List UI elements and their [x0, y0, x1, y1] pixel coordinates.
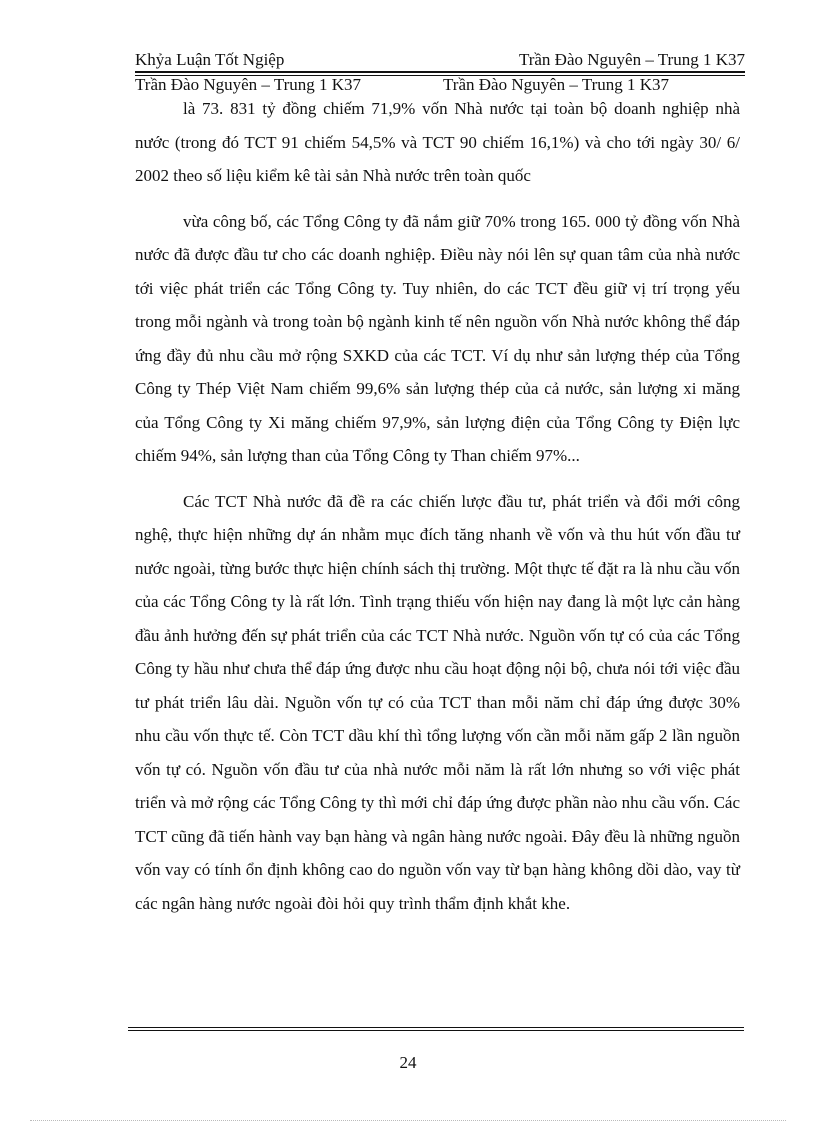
paragraph-2: vừa công bố, các Tổng Công ty đã nắm giữ 70% trong 165. 000 tỷ đồng vốn Nhà nước đã được đầu tư cho các doanh nghiệp. Điều này nói lên sự quan tâm của nhà nước tới việc phát triển các Tổng Công ty. Tuy nhiên, do các TCT đều giữ vị trí trọng yếu trong mỗi ngành và trong toàn bộ ngành kinh tế nên nguồn vốn Nhà nước không thể đáp ứng đầy đủ nhu cầu mở rộng SXKD của các TCT. Ví dụ như sản lượng thép của Tổng Công ty Thép Việt Nam chiếm 99,6% sản lượng thép của cả nước, sản lượng xi măng của Tổng Công ty Xi măng chiếm 97,9%, sản lượng điện của Tổng Công ty Điện lực chiếm 94%, sản lượng than của Tổng Công ty Than chiếm 97%...	[135, 211, 740, 465]
header-row	[135, 50, 745, 70]
page-header	[135, 50, 745, 94]
paragraph-1: là 73. 831 tỷ đồng chiếm 71,9% vốn Nhà nước tại toàn bộ doanh nghiệp nhà nước (trong đó TCT 91 chiếm 54,5% và TCT 90 chiếm 16,1%) và cho tới ngày 30/ 6/ 2002 theo số liệu kiểm kê tài sản Nhà nước trên toàn quốc	[135, 99, 740, 185]
header-author: Trần Đào Nguyên – Trung 1 K37	[518, 50, 745, 69]
page-bottom-border	[30, 1120, 786, 1121]
header-rule	[135, 71, 745, 73]
header-repeat-right: Trần Đào Nguyên – Trung 1 K37	[443, 75, 670, 94]
footer-rule-second	[128, 1030, 744, 1031]
page-number: 24	[399, 1053, 417, 1072]
paragraph-3: Các TCT Nhà nước đã đề ra các chiến lược đầu tư, phát triển và đổi mới công nghệ, thực hiện những dự án nhằm mục đích tăng nhanh về vốn và thu hút vốn đầu tư nước ngoài, từng bước thực hiện chính sách thị trường. Một thực tế đặt ra là nhu cầu vốn của các Tổng Công ty là rất lớn. Tình trạng thiếu vốn hiện nay đang là một lực cản hàng đầu ảnh hưởng đến sự phát triển của các TCT Nhà nước. Nguồn vốn tự có của các Tổng Công ty hầu như chưa thể đáp ứng được nhu cầu hoạt động nội bộ, chưa nói tới việc đầu tư phát triển lâu dài. Nguồn vốn tự có của TCT than mỗi năm chỉ đáp ứng được 30% nhu cầu vốn thực tế. Còn TCT dầu khí thì tổng lượng vốn cần mỗi năm gấp 2 lần nguồn vốn tự có. Nguồn vốn đầu tư của nhà nước mỗi năm là rất lớn nhưng so với việc phát triển và mở rộng các Tổng Công ty thì mới chỉ đáp ứng được phần nào nhu cầu vốn. Các TCT cũng đã tiến hành vay bạn hàng và ngân hàng nước ngoài. Đây đều là những nguồn vốn vay có tính ổn định không cao do nguồn vốn vay từ bạn hàng không dồi dào, vay từ các ngân hàng nước ngoài đòi hỏi quy trình thẩm định khắt khe.	[135, 491, 740, 913]
document-body	[135, 92, 740, 920]
footer-rule	[128, 1027, 744, 1028]
header-repeat-left: Trần Đào Nguyên – Trung 1 K37	[135, 75, 362, 94]
header-title: Khỷa Luận Tốt Ngiệp	[135, 50, 285, 69]
